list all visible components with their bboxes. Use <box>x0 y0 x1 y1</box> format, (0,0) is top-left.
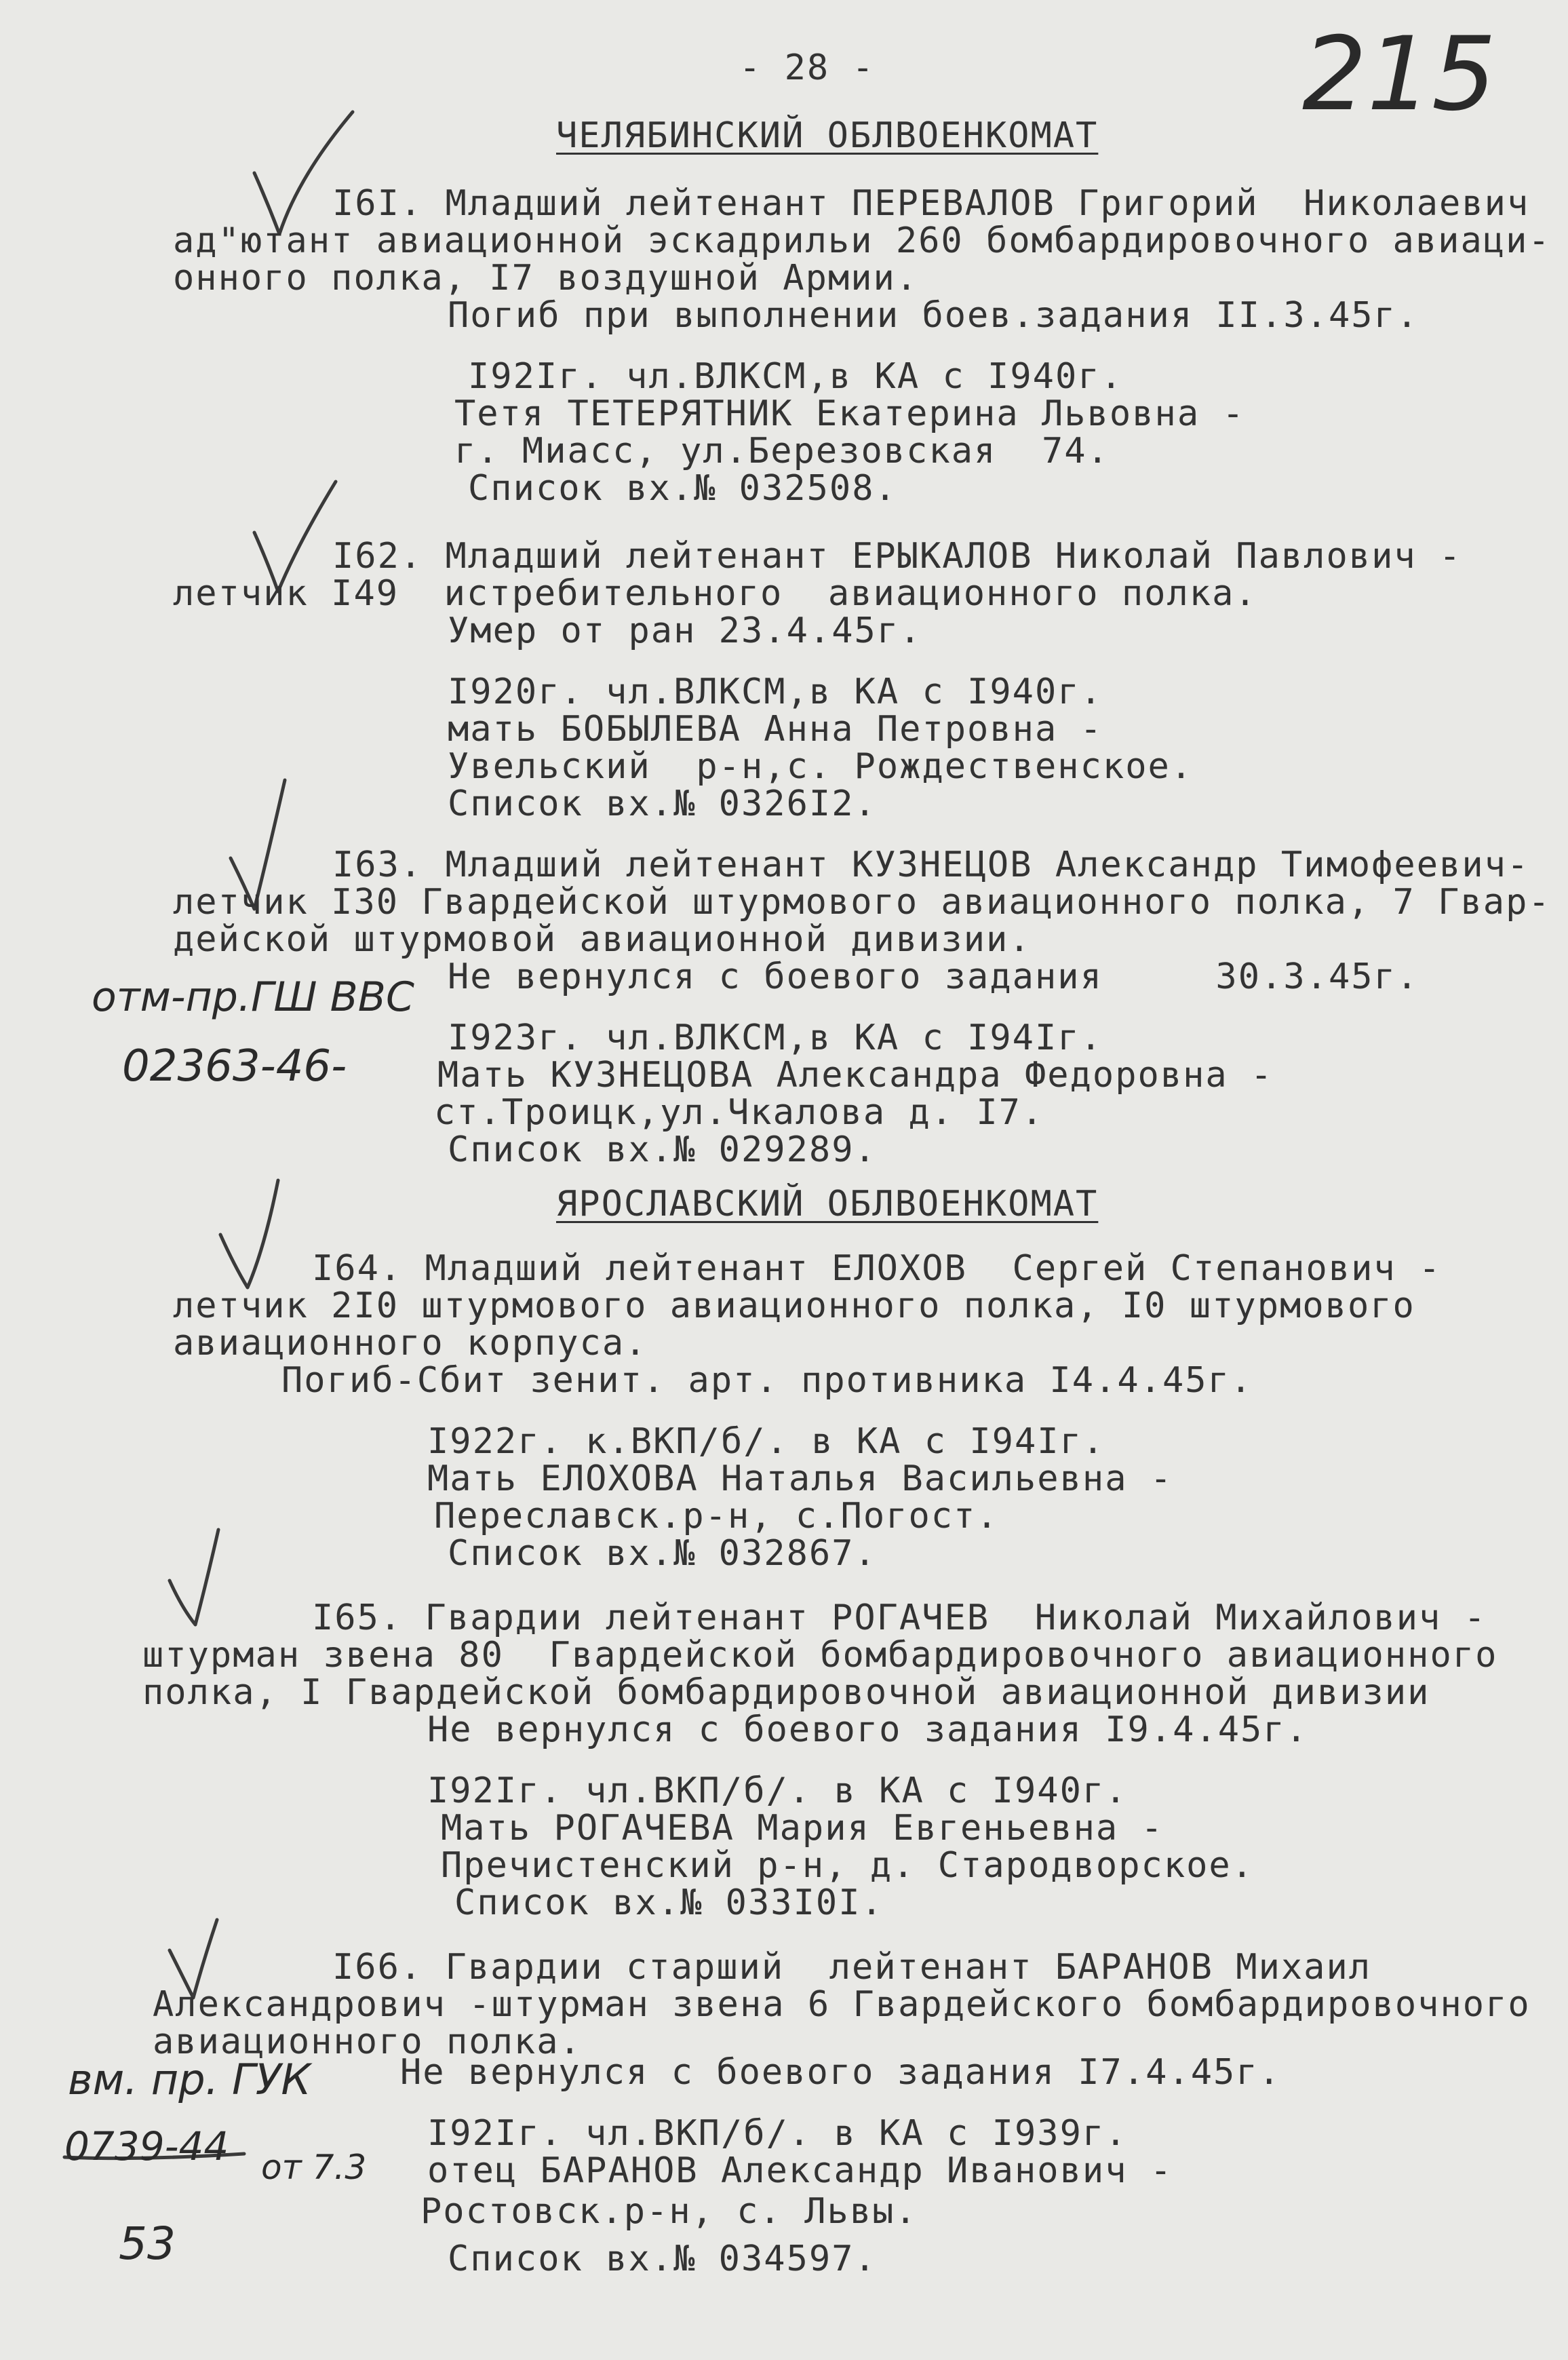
entry-line: Не вернулся с боевого задания 30.3.45г. <box>448 956 1419 997</box>
handwritten-note: вм. пр. ГУК <box>68 2055 311 2104</box>
entry-line: Не вернулся с боевого задания I7.4.45г. <box>400 2052 1281 2093</box>
entry-line: I65. Гвардии лейтенант РОГАЧЕВ Николай Михайлович - <box>312 1598 1487 1638</box>
handwritten-note: 53 <box>119 2218 176 2270</box>
entry-line: Список вх.№ 032508. <box>468 468 897 509</box>
entry-line: г. Миасс, ул.Березовская 74. <box>454 431 1110 471</box>
entry-line: авиационного полка. <box>153 2022 582 2062</box>
sheet-number: 215 <box>1302 16 1497 134</box>
page-number: - 28 - <box>739 47 875 88</box>
entry-line: полка, I Гвардейской бомбардировочной авиационной дивизии <box>142 1672 1430 1713</box>
entry-line: Переславск.р-н, с.Погост. <box>434 1496 999 1536</box>
entry-line: Мать ЕЛОХОВА Наталья Васильевна - <box>427 1458 1173 1499</box>
entry-line: штурман звена 80 Гвардейской бомбардировочного авиационного <box>142 1635 1498 1676</box>
entry-line: I92Iг. чл.ВКП/б/. в КА с I939г. <box>427 2113 1128 2154</box>
entry-line: Список вх.№ 0326I2. <box>448 784 877 824</box>
entry-line: I64. Младший лейтенант ЕЛОХОВ Сергей Степанович - <box>312 1248 1442 1289</box>
entry-line: Мать РОГАЧЕВА Мария Евгеньевна - <box>441 1808 1164 1849</box>
check-mark-icon <box>220 1180 278 1288</box>
entry-line: I920г. чл.ВЛКСМ,в КА с I940г. <box>448 672 1103 712</box>
entry-line: Увельский р-н,с. Рождественское. <box>448 746 1194 787</box>
entry-line: Мать КУЗНЕЦОВА Александра Федоровна - <box>437 1055 1274 1096</box>
entry-line: онного полка, I7 воздушной Армии. <box>173 258 919 298</box>
handwritten-note: 02363-46- <box>122 1041 347 1091</box>
handwritten-note: 0739-44 <box>64 2123 229 2169</box>
entry-line: Погиб-Сбит зенит. арт. противника I4.4.45г. <box>281 1360 1253 1401</box>
entry-line: I92Iг. чл.ВКП/б/. в КА с I940г. <box>427 1771 1128 1811</box>
entry-line: Погиб при выполнении боев.задания II.3.45г. <box>448 295 1419 336</box>
entry-line: Пречистенский р-н, д. Стародворское. <box>441 1845 1255 1886</box>
entry-line: Ростовск.р-н, с. Львы. <box>420 2191 918 2232</box>
entry-line: дейской штурмовой авиационной дивизии. <box>173 919 1032 960</box>
entry-line: I63. Младший лейтенант КУЗНЕЦОВ Александр Тимофеевич- <box>332 845 1530 885</box>
entry-line: I922г. к.ВКП/б/. в КА с I94Iг. <box>427 1421 1105 1462</box>
entry-line: Умер от ран 23.4.45г. <box>448 611 922 651</box>
section-heading: ЧЕЛЯБИНСКИЙ ОБЛВОЕНКОМАТ <box>556 115 1099 156</box>
entry-line: летчик 2I0 штурмового авиационного полка, I0 штурмового <box>173 1285 1415 1326</box>
entry-line: мать БОБЫЛЕВА Анна Петровна - <box>448 709 1103 750</box>
section-heading: ЯРОСЛАВСКИЙ ОБЛВОЕНКОМАТ <box>556 1184 1099 1224</box>
entry-line: Список вх.№ 033I0I. <box>454 1882 884 1923</box>
entry-line: Тетя ТЕТЕРЯТНИК Екатерина Львовна - <box>454 393 1245 434</box>
entry-line: ст.Троицк,ул.Чкалова д. I7. <box>434 1092 1044 1133</box>
entry-line: I923г. чл.ВЛКСМ,в КА с I94Iг. <box>448 1018 1103 1058</box>
handwritten-note: от 7.3 <box>261 2148 367 2187</box>
entry-line: летчик I30 Гвардейской штурмового авиационного полка, 7 Гвар- <box>173 882 1551 923</box>
handwritten-note: отм-пр.ГШ ВВС <box>92 973 414 1021</box>
entry-line: Не вернулся с боевого задания I9.4.45г. <box>427 1709 1308 1750</box>
entry-line: Список вх.№ 032867. <box>448 1533 877 1574</box>
entry-line: Список вх.№ 029289. <box>448 1129 877 1170</box>
check-mark-icon <box>170 1530 218 1625</box>
entry-line: отец БАРАНОВ Александр Иванович - <box>427 2150 1173 2191</box>
entry-line: I92Iг. чл.ВЛКСМ,в КА с I940г. <box>468 356 1123 397</box>
entry-line: авиационного корпуса. <box>173 1323 648 1363</box>
entry-line: Список вх.№ 034597. <box>448 2239 877 2279</box>
entry-line: летчик I49 истребительного авиационного полка. <box>173 573 1257 614</box>
entry-line: I66. Гвардии старший лейтенант БАРАНОВ Михаил <box>332 1947 1372 1988</box>
entry-line: ад"ютант авиационной эскадрильи 260 бомбардировочного авиаци- <box>173 220 1551 261</box>
entry-line: I62. Младший лейтенант ЕРЫКАЛОВ Николай Павлович - <box>332 536 1462 577</box>
entry-line: I6I. Младший лейтенант ПЕРЕВАЛОВ Григорий Николаевич <box>332 183 1530 224</box>
entry-line: Александрович -штурман звена 6 Гвардейского бомбардировочного <box>153 1984 1531 2025</box>
